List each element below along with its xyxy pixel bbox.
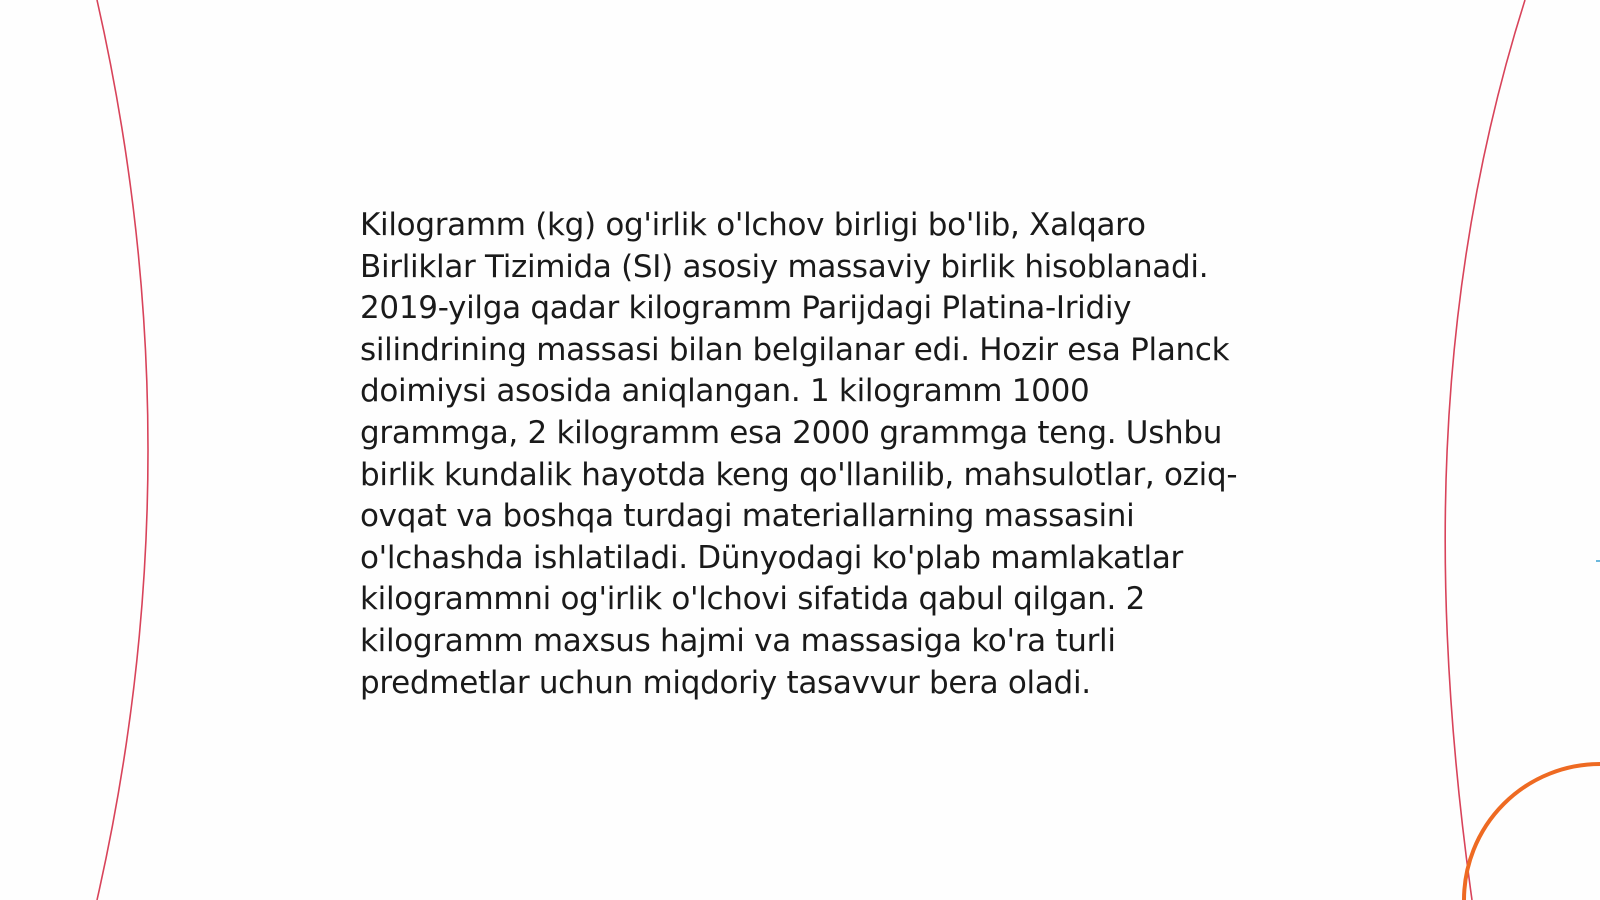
left-curve-line [97,0,148,900]
main-paragraph: Kilogramm (kg) og'irlik o'lchov birligi bo'lib, Xalqaro Birliklar Tizimida (SI) asosiy massaviy birlik hisoblanadi. 2019-yilga qadar kilogramm Parijdagi Platina-Iridiy silindrining massasi bilan belgilanar edi. Hozir esa Planck doimiysi asosida aniqlangan. 1 kilogramm 1000 grammga, 2 kilogramm esa 2000 grammga teng. Ushbu birlik kundalik hayotda keng qo'llanilib, mahsulotlar, oziq-ovqat va boshqa turdagi materiallarning massasini o'lchashda ishlatiladi. Dünyodagi ko'plab mamlakatlar kilogrammni og'irlik o'lchovi sifatida qabul qilgan. 2 kilogramm maxsus hajmi va massasiga ko'ra turli predmetlar uchun miqdoriy tasavvur bera oladi. [360,207,1238,701]
orange-arc [1464,764,1600,900]
right-curve-line [1445,0,1525,900]
